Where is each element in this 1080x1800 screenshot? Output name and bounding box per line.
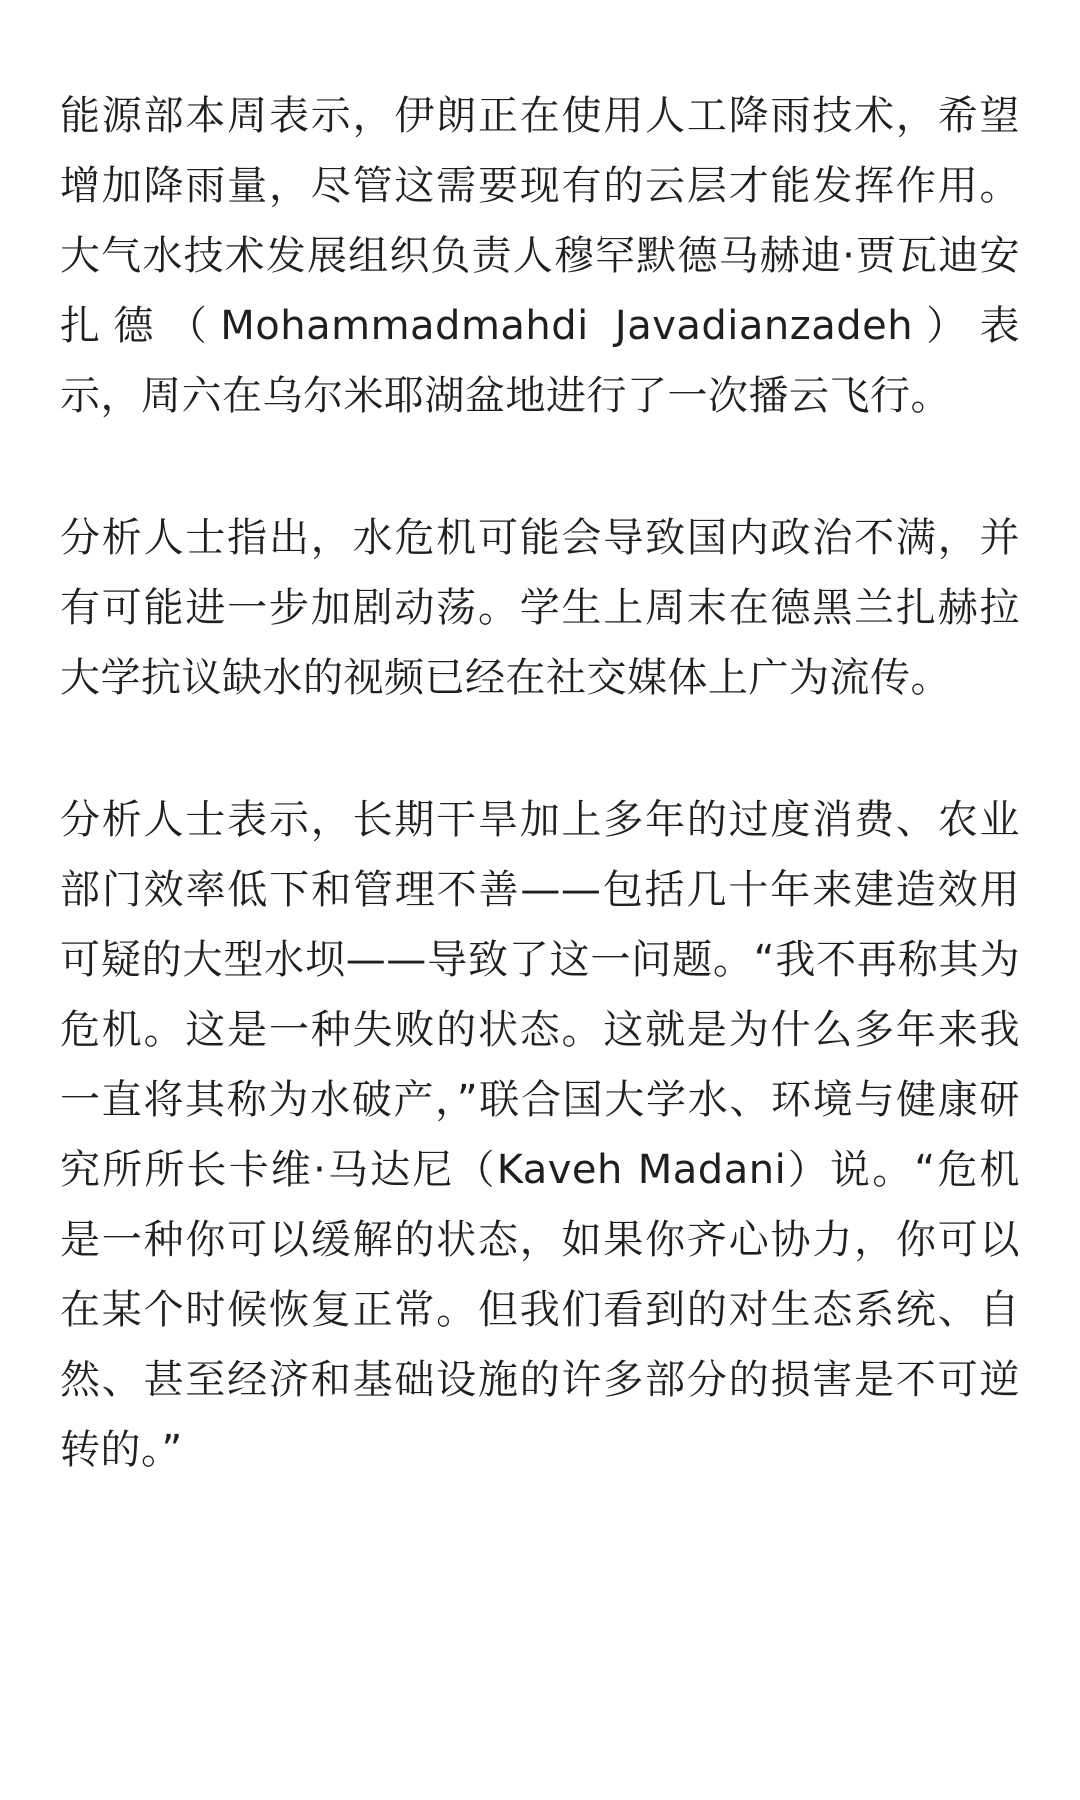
paragraph-3: 分析人士表示，长期干旱加上多年的过度消费、农业部门效率低下和管理不善——包括几十年来建造效用可疑的大型水坝——导致了这一问题。“我不再称其为危机。这是一种失败的状态。这就是为什么多年来我一直将其称为水破产，”联合国大学水、环境与健康研究所所长卡维·马达尼（Kaveh Madani）说。“危机是一种你可以缓解的状态，如果你齐心协力，你可以在某个时候恢复正常。但我们看到的对生态系统、自然、甚至经济和基础设施的许多部分的损害是不可逆转的。” — [60, 797, 1020, 1473]
paragraph-2: 分析人士指出，水危机可能会导致国内政治不满，并有可能进一步加剧动荡。学生上周末在德黑兰扎赫拉大学抗议缺水的视频已经在社交媒体上广为流传。 — [60, 515, 1020, 701]
article-body — [60, 81, 1020, 1485]
paragraph-1: 能源部本周表示，伊朗正在使用人工降雨技术，希望增加降雨量，尽管这需要现有的云层才能发挥作用。大气水技术发展组织负责人穆罕默德马赫迪·贾瓦迪安扎德（Mohammadmahdi Javadianzadeh）表示，周六在乌尔米耶湖盆地进行了一次播云飞行。 — [60, 93, 1020, 419]
